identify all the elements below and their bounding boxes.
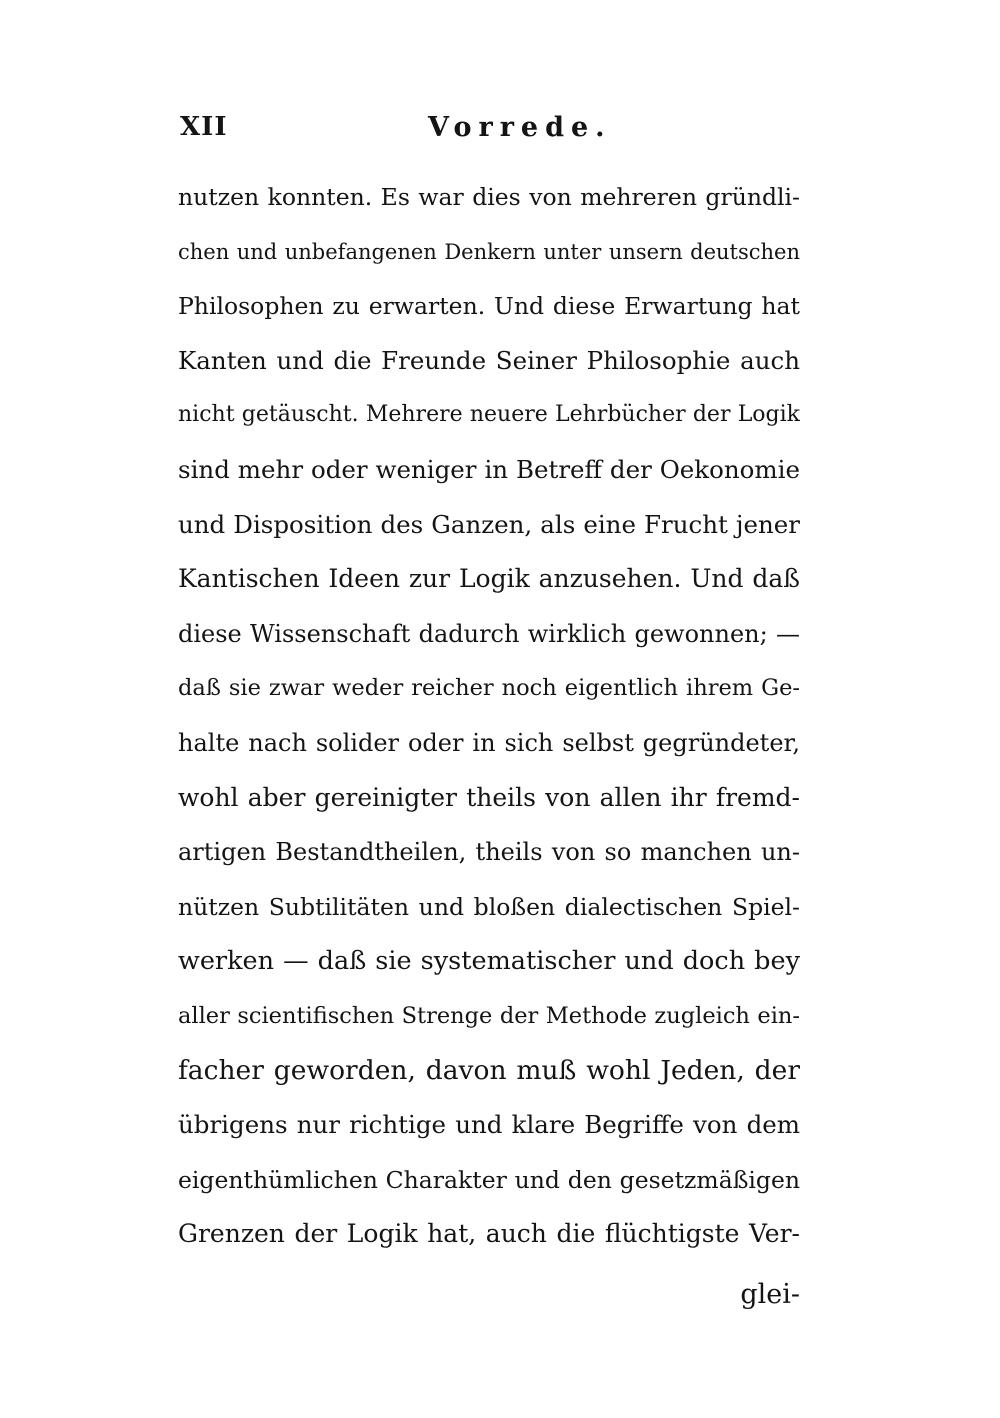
text-line: und Disposition des Ganzen, als eine Frucht jener	[178, 509, 800, 539]
text-line: daß sie zwar weder reicher noch eigentlich ihrem Ge-	[178, 675, 800, 702]
body-text	[178, 170, 800, 1262]
text-line: nicht getäuscht. Mehrere neuere Lehrbücher der Logik	[178, 402, 800, 428]
text-line: artigen Bestandtheilen, theils von so manchen un-	[178, 838, 800, 867]
page-number: XII	[180, 112, 228, 142]
text-line: facher geworden, davon muß wohl Jeden, der	[178, 1054, 800, 1086]
text-line: halte nach solider oder in sich selbst gegründeter,	[178, 728, 800, 757]
text-line: übrigens nur richtige und klare Begriffe von dem	[178, 1110, 800, 1140]
text-line: nützen Subtilitäten und bloßen dialectischen Spiel-	[178, 892, 800, 921]
text-line: Philosophen zu erwarten. Und diese Erwartung hat	[178, 292, 800, 321]
text-line: eigenthümlichen Charakter und den gesetzmäßigen	[178, 1165, 800, 1194]
catchword: glei-	[740, 1279, 800, 1310]
text-line: Kantischen Ideen zur Logik anzusehen. Und daß	[178, 564, 800, 594]
text-line: chen und unbefangenen Denkern unter unsern deutschen	[178, 239, 800, 264]
text-line: sind mehr oder weniger in Betreff der Oekonomie	[178, 454, 800, 484]
text-line: diese Wissenschaft dadurch wirklich gewonnen; —	[178, 619, 800, 648]
text-line: werken — daß sie systematischer und doch bey	[178, 946, 800, 977]
text-line: Kanten und die Freunde Seiner Philosophie auch	[178, 345, 800, 375]
text-line: nutzen konnten. Es war dies von mehreren gründli-	[178, 183, 800, 211]
page-header	[180, 112, 800, 152]
text-line: Grenzen der Logik hat, auch die flüchtigste Ver-	[178, 1219, 800, 1249]
text-line: wohl aber gereinigter theils von allen ihr fremd-	[178, 782, 800, 812]
running-head: Vorrede.	[428, 112, 612, 143]
text-line: aller scientifischen Strenge der Methode zugleich ein-	[178, 1002, 800, 1029]
